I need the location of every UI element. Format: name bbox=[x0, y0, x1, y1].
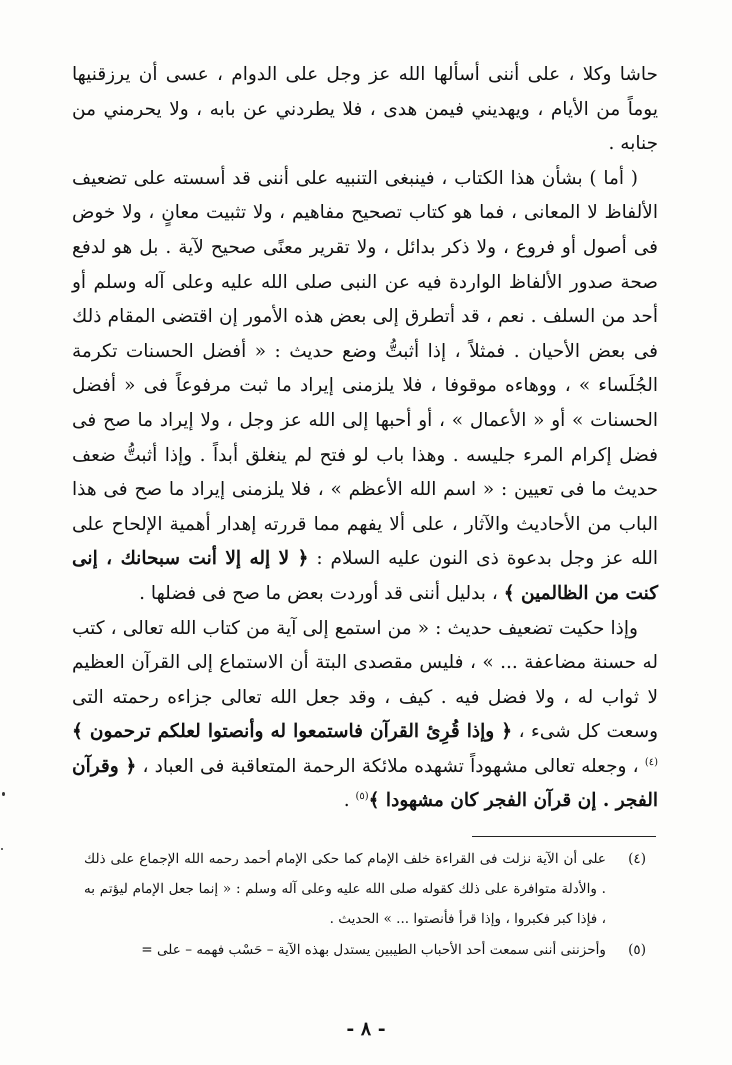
footnote-separator bbox=[472, 836, 656, 837]
footnote-5 bbox=[84, 935, 646, 965]
paragraph-2-text: ( أما ) بشأن هذا الكتاب ، فينبغى التنبيه على أننى قد أسسته على تضعيف الألفاظ لا المعانى ، فما هو كتاب تصحيح مفاهيم ، ولا تثبيت معانٍ ، ولا خوض فى أصول أو فروع ، ولا ذكر بدائل ، ولا تقرير معنًى صحيح لآية . بل هو لدفع صحة صدور الألفاظ الواردة فيه عن النبى صلى الله عليه وعلى آله وسلم أو أحد من السلف . نعم ، قد أتطرق إلى بعض هذه الأمور إن اقتضى المقام ذلك فى بعض الأحيان . فمثلاً ، إذا أثبتُّ وضع حديث : « أفضل الحسنات تكرمة الجُلَساء » ، ووهاءه موقوفا ، فلا يلزمنى إيراد ما ثبت مرفوعاً فى « أفضل الحسنات » أو « الأعمال » ، أو أحبها إلى الله عز وجل ، ولا إيراد ما صح فى فضل إكرام المرء جليسه . وهذا باب لو فتح لم ينغلق أبداً . وإذا أثبتُّ ضعف حديث ما فى تعيين : « اسم الله الأعظم » ، فلا يلزمنى إيراد ما صح فى هذا الباب من الأحاديث والآثار ، على ألا يفهم مما قررته إهدار أهمية الإلحاح على الله عز وجل بدعوة ذى النون عليه السلام : bbox=[72, 167, 659, 570]
paragraph-1-text: حاشا وكلا ، على أننى أسألها الله عز وجل على الدوام ، عسى أن يرزقنيها يوماً من الأيام ، ويهديني فيمن هدى ، فلا يطردني عن بابه ، ولا يحرمني من جنابه . bbox=[72, 64, 658, 155]
footnote-ref-5: (٥) bbox=[355, 791, 369, 803]
paragraph-2-end: ، بدليل أننى قد أوردت بعض ما صح فى فضلها . bbox=[139, 582, 498, 604]
footnote-number: (٤) bbox=[628, 851, 646, 867]
footnote-ref-4: (٤) bbox=[644, 756, 658, 768]
footnote-4 bbox=[84, 844, 646, 935]
scan-speck bbox=[2, 792, 5, 796]
paragraph-3 bbox=[72, 612, 658, 820]
footnote-text: على أن الآية نزلت فى القراءة خلف الإمام كما حكى الإمام أحمد رحمه الله الإجماع على ذلك . والأدلة متوافرة على ذلك كقوله صلى الله عليه وعلى آله وسلم : « إنما جعل الإمام ليؤتم به ، فإذا كبر فكبروا ، وإذا قرأ فأنصتوا ... » الحديث . bbox=[84, 851, 606, 928]
footnotes bbox=[84, 844, 646, 965]
main-text bbox=[72, 58, 658, 819]
quran-quote-dhun-nun: ﴿ لا إله إلا أنت سبحانك ، إنى كنت من الظالمين ﴾ bbox=[72, 548, 658, 604]
page-number: - ٨ - bbox=[346, 1018, 386, 1040]
quran-quote-listen: ﴿ وإذا قُرِئ القرآن فاستمعوا له وأنصتوا لعلكم ترحمون ﴾ bbox=[72, 721, 513, 743]
paragraph-3-text: وإذا حكيت تضعيف حديث : « من استمع إلى آية من كتاب الله تعالى ، كتب له حسنة مضاعفة ... » ، فليس مقصدى البتة أن الاستماع إلى القرآن العظيم لا ثواب له ، ولا فضل فيه . كيف ، وقد جعل الله تعالى جزاءه رحمته التى وسعت كل شىء ، bbox=[72, 617, 658, 743]
paragraph-1 bbox=[72, 58, 658, 162]
scan-speck bbox=[1, 848, 3, 850]
footnote-number: (٥) bbox=[628, 941, 646, 958]
paragraph-3-middle: ، وجعله تعالى مشهوداً تشهده ملائكة الرحمة المتعاقبة فى العباد ، bbox=[142, 755, 639, 777]
paragraph-3-end: . bbox=[343, 790, 350, 812]
footnote-text: وأحزننى أننى سمعت أحد الأحباب الطيبين يستدل بهذه الآية – حَسْب فهمه – على = bbox=[141, 941, 606, 958]
paragraph-2 bbox=[72, 162, 658, 612]
quran-quote-fajr: ﴿ وقرآن الفجر . إن قرآن الفجر كان مشهودا ﴾ bbox=[72, 755, 658, 812]
